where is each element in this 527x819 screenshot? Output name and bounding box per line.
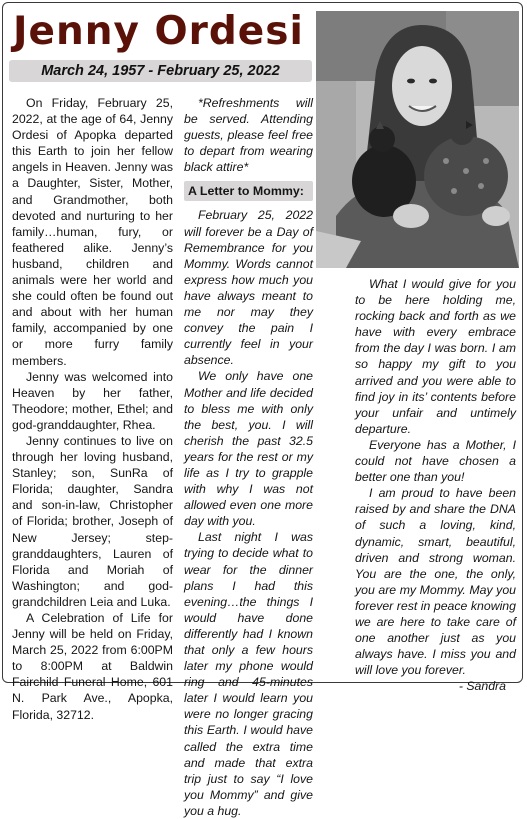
obituary-paragraph: Jenny was welcomed into Heaven by her father, Theodore; mother, Ethel; and god-granddaughter, Rhea. bbox=[12, 369, 173, 432]
deceased-name: Jenny Ordesi bbox=[13, 9, 304, 54]
obituary-column bbox=[12, 95, 173, 723]
letter-paragraph: We only have one Mother and life decided to bless me with only the best, you. I will cherish the past 32.5 years for the rest or my life as I try to grapple with why I was not allowed even one more day with you. bbox=[184, 369, 313, 529]
letter-paragraph: Last night I was trying to decide what to wear for the dinner plans I had this evening…the things I would have done differently had I known that only a few hours later my phone would ring and 45-minutes later I would learn you were no longer gracing this Earth. I would have called the extra time and made that extra trip just to say “I love you Mommy” and give you a hug. bbox=[184, 530, 313, 818]
letter-paragraph: Everyone has a Mother, I could not have chosen a better one than you! bbox=[355, 437, 516, 485]
obituary-paragraph: A Celebration of Life for Jenny will be held on Friday, March 25, 2022 from 6:00PM to 8:00PM at Baldwin Fairchild Funeral Home, 601 N. Park Ave., Apopka, Florida, 32712. bbox=[12, 611, 173, 722]
life-dates: March 24, 1957 - February 25, 2022 bbox=[41, 63, 280, 79]
dates-band bbox=[9, 60, 312, 82]
letter-heading: A Letter to Mommy: bbox=[184, 181, 313, 201]
letter-paragraph: What I would give for you to be here holding me, rocking back and forth as we have with every embrace from the day I was born. I am so happy my gift to you arrived and you were able to find joy in its’ contents before your unfair and untimely departure. bbox=[355, 277, 516, 436]
letter-paragraph: I am proud to have been raised by and share the DNA of such a loving, kind, dynamic, smart, beautiful, driven and strong woman. You are the one, the only, you are my Mommy. May you forever rest in peace knowing we are here to take care of one another just as you always have. I miss you and will love you forever. bbox=[355, 486, 516, 678]
portrait-photo bbox=[316, 11, 519, 268]
letter-column-left bbox=[184, 95, 313, 819]
obituary-card bbox=[2, 2, 523, 818]
obituary-paragraph: Jenny continues to live on through her loving husband, Stanley; son, SunRa of Florida; daughter, Sandra and son-in-law, Christopher of Florida; brother, Joseph of New Jersey; step-granddaughters, Lauren of Florida and Moriah of Washington; and god-grandchildren Leia and Luka. bbox=[12, 433, 173, 609]
obituary-paragraph: On Friday, February 25, 2022, at the age of 64, Jenny Ordesi of Apopka departed this Earth to join her fellow angels in Heaven. Jenny was a Daughter, Sister, Mother, and Grandmother, both devoted and nurturing to her family…human, fury, or feathered alike. Jenny’s husband, children and animals were her world and she could often be found out and about with her human family, accompanied by one or more furry family members. bbox=[12, 96, 173, 368]
letter-signature: - Sandra bbox=[458, 679, 506, 694]
letter-column-right bbox=[355, 276, 516, 694]
portrait-photo-with-chickens-icon bbox=[316, 11, 519, 268]
letter-paragraph: February 25, 2022 will forever be a Day of Remembrance for you Mommy. Words cannot express how much you have always meant to me nor may they convey the pain I currently feel in your absence. bbox=[184, 208, 313, 368]
refreshments-note: *Refreshments will be served. Attending guests, please feel free to depart from wearing black attire* bbox=[184, 96, 313, 175]
